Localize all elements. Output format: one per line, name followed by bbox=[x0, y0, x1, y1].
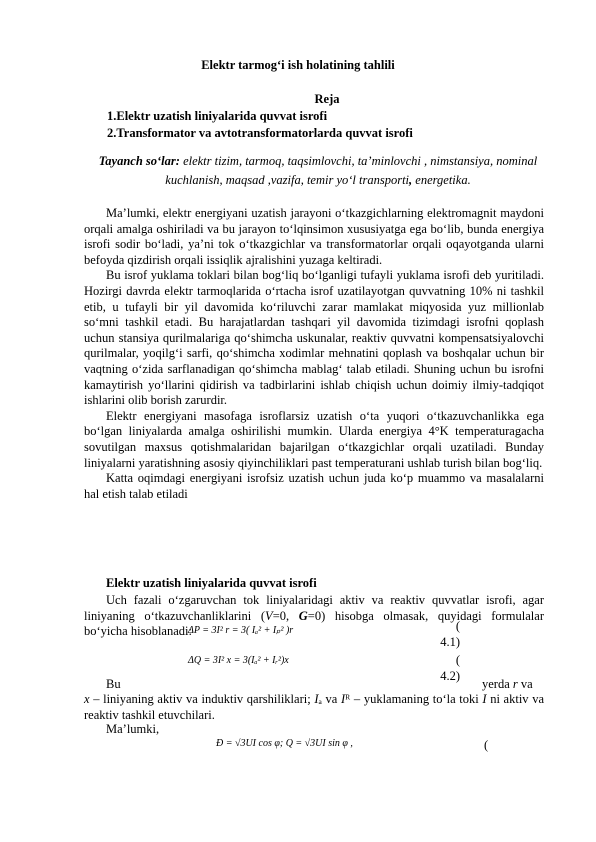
plan-heading: Reja bbox=[314, 92, 340, 106]
equation-number-4-3-open: ( bbox=[484, 738, 489, 752]
paragraph: Bu isrof yuklama toklari bilan bog‘liq bo‘lganligi tufayli yuklama isrofi deb yuritiladi. Hozirgi davrda elektr tarmoqlarida o‘rtacha isrof uzatilayotgan quvvatning 10% ni tashkil etib, u tufayli bir yil davomida ko‘riluvchi zarar mamlakat miqyosida yuz millionlab so‘mni tashkil etadi. Bu harajatlardan tashqari yil davomida tizimdagi isrofni qoplash uchun stansiya qurilmalariga qo‘shimcha uskunalar, reaktiv quvvatni kompensatsiyalovchi qurilmalar, yoqilg‘i sarfi, qo‘shimcha xodimlar mehnatini qoplash va boshqalar uchun bir vaqtning o‘zida sarflanadigan qo‘shimcha mablag‘ talab etiladi. Shuning uchun bu isrofni kamaytirish yo‘llarini qidirish va tadbirlarini ishlab chiqish uchun doimiy ilmiy-tadqiqot ishlarini olib borish zarurdir. bbox=[84, 268, 544, 408]
intro-text bbox=[84, 206, 544, 502]
document-title: Elektr tarmog‘i ish holatining tahlili bbox=[201, 58, 395, 72]
equation-number-4-2: ( 4.2) bbox=[440, 653, 460, 683]
section-text bbox=[84, 593, 544, 640]
formula-4-1: ΔP = 3I² r = 3( Iₐ² + Iₚ² )r bbox=[188, 625, 294, 636]
definition-paragraph: x – liniyaning aktiv va induktiv qarshiliklari; Iₐ va Iᴿ – yuklamaning to‘la toki I ni aktiv va reaktiv tashkil etuvchilari. bbox=[84, 692, 544, 722]
keywords-tail: energetika. bbox=[412, 173, 471, 187]
malumki-line: Ma’lumki, bbox=[106, 722, 160, 736]
keywords-text: elektr tizim, tarmoq, taqsimlovchi, ta’minlovchi , nimstansiya, nominal kuchlanish, maqsad ,vazifa, temir yo‘l transporti bbox=[165, 154, 538, 187]
yerda-text: yerda r va bbox=[482, 677, 533, 691]
bu-word: Bu bbox=[106, 677, 121, 691]
definition-text bbox=[84, 692, 544, 723]
equation-number-4-1: ( 4.1) bbox=[440, 619, 460, 649]
paragraph: Katta oqimdagi energiyani isrofsiz uzatish uchun juda ko‘p muammo va masalalarni hal etish talab etiladi bbox=[84, 471, 544, 501]
section-heading: Elektr uzatish liniyalarida quvvat isrofi bbox=[106, 576, 317, 590]
plan-item-1: 1.Elektr uzatish liniyalarida quvvat isrofi bbox=[107, 109, 328, 123]
keywords-block bbox=[80, 152, 556, 190]
keywords-label: Tayanch so‘lar: bbox=[98, 154, 180, 168]
formula-4-2: ΔQ = 3I² x = 3(Iₐ² + Iᵣ²)x bbox=[188, 655, 289, 666]
paragraph: Elektr energiyani masofaga isroflarsiz uzatish o‘ta yuqori o‘tkazuvchanlikka ega bo‘lgan liniyalarda amalga oshirilishi mumkin. Ularda energiya 4°K temperaturagacha sovutilgan maxsus qotishmalaridan bajarilgan o‘tkazgichlar orqali uzatiladi. Bunday liniyalarni yaratishning asosiy qiyinchiliklari past temperaturani ushlab turish bilan bog‘liq. bbox=[84, 408, 544, 470]
section-paragraph: Uch fazali o‘zgaruvchan tok liniyalaridagi aktiv va reaktiv quvvatlar isrofi, agar liniyaning o‘tkazuvchanliklarini (V=0, G=0) hisobga olmasak, quyidagi formulalar bo‘yicha hisoblanadi: bbox=[84, 593, 544, 639]
paragraph: Ma’lumki, elektr energiyani uzatish jarayoni o‘tkazgichlarning elektromagnit maydoni orqali amalga oshiriladi va bu jarayon to‘lqinsimon xususiyatga ega bo‘lib, bunda energiya isrofi sodir bo‘ladi, ya’ni tok o‘tkazgichlar va transformatorlar orqali oqayotganda ularni befoyda qizdirish orqali issiqlik ajralishini yuzaga keltiradi. bbox=[84, 206, 544, 267]
formula-4-3: Ð = √3UI cos φ; Q = √3UI sin φ , bbox=[216, 738, 353, 749]
plan-item-2: 2.Transformator va avtotransformatorlarda quvvat isrofi bbox=[107, 126, 413, 140]
keywords-bold-term: , bbox=[409, 173, 413, 187]
